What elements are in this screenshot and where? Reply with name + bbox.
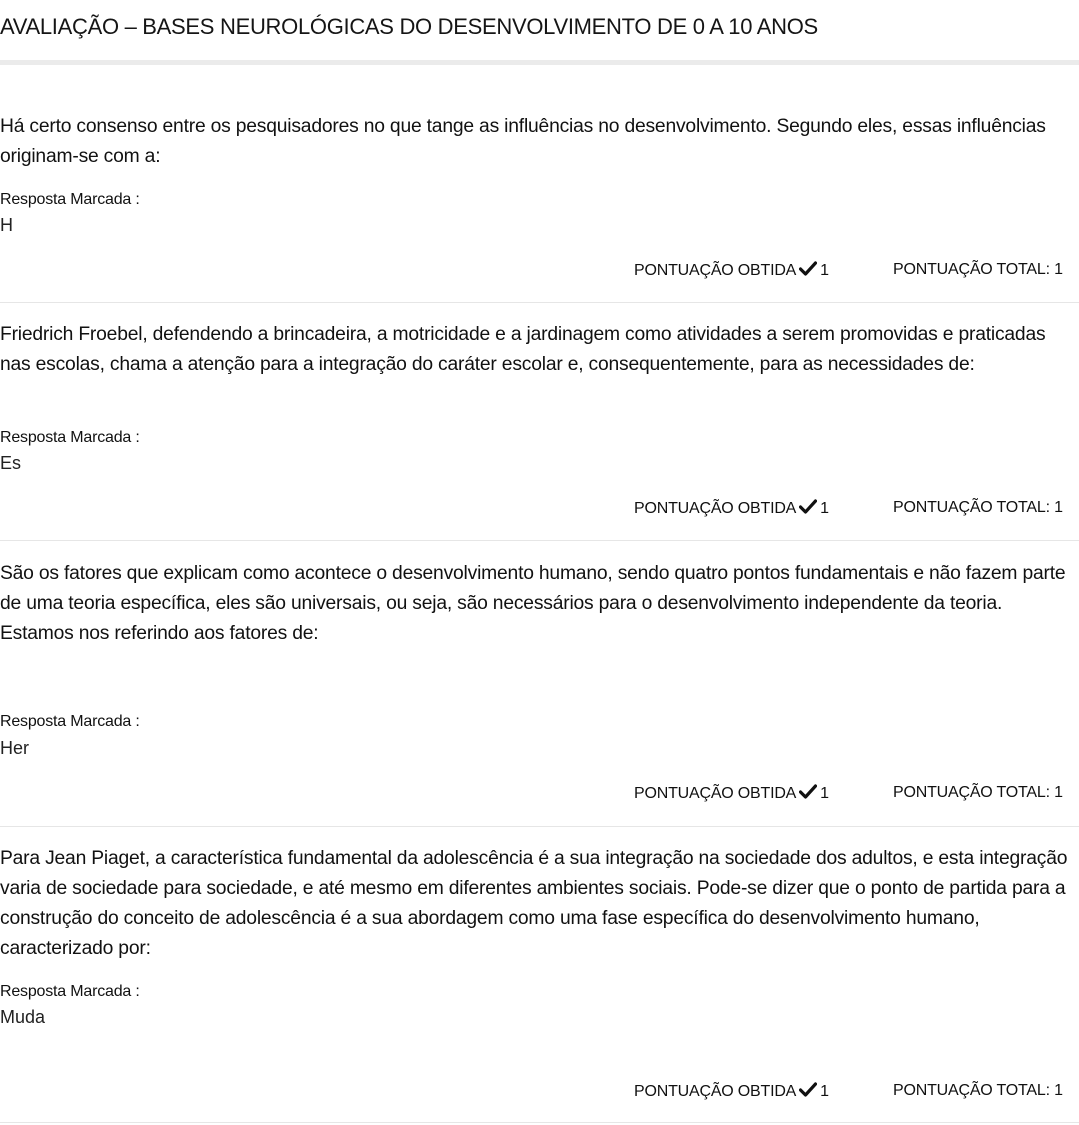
score-row: [0, 784, 1079, 806]
answer-label: Resposta Marcada :: [0, 713, 140, 730]
score-total: PONTUAÇÃO TOTAL: 1: [893, 784, 1063, 801]
question-divider: [0, 302, 1079, 303]
question-text: Para Jean Piaget, a característica fundamental da adolescência é a sua integração na sociedade dos adultos, e esta integração varia de sociedade para sociedade, e até mesmo em diferentes ambientes sociais. Pode-se dizer que o ponto de partida para a construção do conceito de adolescência é a sua abordagem como uma fase específica do desenvolvimento humano, caracterizado por:: [0, 848, 1068, 959]
page-title: AVALIAÇÃO – BASES NEUROLÓGICAS DO DESENVOLVIMENTO DE 0 A 10 ANOS: [0, 14, 818, 39]
score-obtained-label: PONTUAÇÃO OBTIDA: [634, 262, 797, 279]
question-divider: [0, 540, 1079, 541]
check-icon: [799, 784, 817, 799]
score-obtained: [634, 784, 829, 803]
answer-value: H: [0, 215, 13, 235]
question-divider: [0, 826, 1079, 827]
answer-value: Muda: [0, 1007, 46, 1027]
check-icon: [799, 499, 817, 514]
score-obtained: [634, 499, 829, 518]
answer-label: Resposta Marcada :: [0, 429, 140, 446]
question-divider: [0, 1122, 1079, 1123]
score-obtained: [634, 1082, 829, 1101]
score-obtained-value: 1: [820, 262, 829, 279]
answer-value: Es: [0, 453, 22, 473]
score-obtained-value: 1: [820, 500, 829, 517]
check-icon: [799, 1082, 817, 1097]
answer-value: Her: [0, 738, 30, 758]
score-row: [0, 499, 1079, 521]
score-obtained-label: PONTUAÇÃO OBTIDA: [634, 1083, 797, 1100]
score-total: PONTUAÇÃO TOTAL: 1: [893, 1082, 1063, 1099]
answer-label: Resposta Marcada :: [0, 983, 140, 1000]
question-text: Há certo consenso entre os pesquisadores no que tange as influências no desenvolvimento. Segundo eles, essas influências originam-se com a:: [0, 116, 1046, 167]
score-obtained: [634, 261, 829, 280]
question-text: São os fatores que explicam como acontece o desenvolvimento humano, sendo quatro pontos fundamentais e não fazem parte de uma teoria específica, eles são universais, ou seja, são necessários para o desenvolvimento independente da teoria. Estamos nos referindo aos fatores de:: [0, 563, 1066, 644]
score-obtained-value: 1: [820, 785, 829, 802]
answer-label: Resposta Marcada :: [0, 191, 140, 208]
score-row: [0, 261, 1079, 283]
score-total: PONTUAÇÃO TOTAL: 1: [893, 499, 1063, 516]
check-icon: [799, 261, 817, 276]
score-obtained-value: 1: [820, 1083, 829, 1100]
question-text: Friedrich Froebel, defendendo a brincadeira, a motricidade e a jardinagem como atividades a serem promovidas e praticadas nas escolas, chama a atenção para a integração do caráter escolar e, consequentemente, para as necessidades de:: [0, 324, 1046, 375]
score-total: PONTUAÇÃO TOTAL: 1: [893, 261, 1063, 278]
score-obtained-label: PONTUAÇÃO OBTIDA: [634, 500, 797, 517]
title-divider: [0, 60, 1079, 65]
score-row: [0, 1082, 1079, 1104]
score-obtained-label: PONTUAÇÃO OBTIDA: [634, 785, 797, 802]
